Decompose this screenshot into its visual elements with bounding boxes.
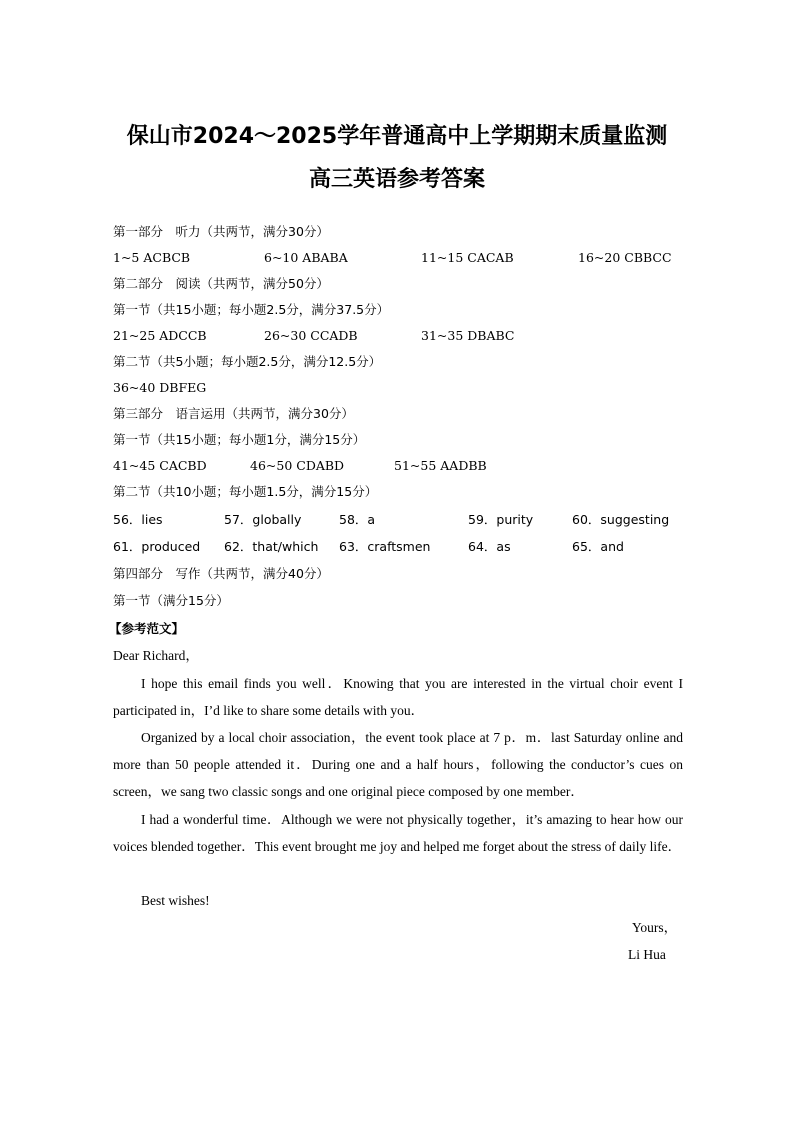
essay-paragraph: Organized by a local choir association，the event took place at 7 p．m．last Saturday online and more than 50 people attended it．During one and a half hours，following the conductor’s cues on screen，we sang two classic songs and one original piece composed by one member． xyxy=(113,730,683,800)
answer-group: 6~10 ABABA xyxy=(264,250,348,265)
essay-paragraph: I hope this email finds you well．Knowing that you are interested in the virtual choir event I participated in，I’d like to share some details with you． xyxy=(113,676,683,719)
fill-answer: 58．a xyxy=(339,512,376,527)
fill-answer: 59．purity xyxy=(468,512,534,527)
answer-group: 26~30 CCADB xyxy=(264,328,358,343)
closing-yours: Yours， xyxy=(632,920,678,935)
sample-essay-label: 【参考范文】 xyxy=(109,621,185,636)
fill-answer: 57．globally xyxy=(224,512,302,527)
answer-group: 46~50 CDABD xyxy=(250,458,345,473)
answer-group: 21~25 ADCCB xyxy=(113,328,207,343)
closing: Best wishes! xyxy=(141,893,210,908)
part4-section1-heading: 第一节（满分15分） xyxy=(113,593,229,608)
part1-heading: 第一部分 听力（共两节，满分30分） xyxy=(113,224,329,239)
part2-section1-heading: 第一节（共15小题；每小题2.5分，满分37.5分） xyxy=(113,302,390,317)
fill-answer: 62．that/which xyxy=(224,539,319,554)
fill-answer: 56．lies xyxy=(113,512,163,527)
answer-group: 16~20 CBBCC xyxy=(578,250,672,265)
part3-heading: 第三部分 语言运用（共两节，满分30分） xyxy=(113,406,354,421)
fill-answer: 65．and xyxy=(572,539,624,554)
part3-section1-heading: 第一节（共15小题；每小题1分，满分15分） xyxy=(113,432,366,447)
essay-paragraph: I had a wonderful time．Although we were not physically together，it’s amazing to hear how our voices blended together．This event brought me joy and helped me forget about the stress of daily life． xyxy=(113,812,683,855)
answer-group: 41~45 CACBD xyxy=(113,458,207,473)
fill-answer: 60．suggesting xyxy=(572,512,670,527)
answer-group: 1~5 ACBCB xyxy=(113,250,191,265)
part3-section2-heading: 第二节（共10小题；每小题1.5分，满分15分） xyxy=(113,484,378,499)
part2-section2-heading: 第二节（共5小题；每小题2.5分，满分12.5分） xyxy=(113,354,382,369)
part4-heading: 第四部分 写作（共两节，满分40分） xyxy=(113,566,329,581)
answer-group: 36~40 DBFEG xyxy=(113,380,207,395)
fill-answer: 61．produced xyxy=(113,539,201,554)
salutation: Dear Richard， xyxy=(113,648,199,663)
document-title: 保山市2024～2025学年普通高中上学期期末质量监测 xyxy=(126,124,668,149)
document-subtitle: 高三英语参考答案 xyxy=(308,167,485,192)
answer-group: 31~35 DBABC xyxy=(421,328,515,343)
part2-heading: 第二部分 阅读（共两节，满分50分） xyxy=(113,276,329,291)
fill-answer: 63．craftsmen xyxy=(339,539,431,554)
fill-answer: 64．as xyxy=(468,539,511,554)
answer-group: 51~55 AADBB xyxy=(394,458,487,473)
signature: Li Hua xyxy=(628,947,666,962)
answer-group: 11~15 CACAB xyxy=(421,250,514,265)
